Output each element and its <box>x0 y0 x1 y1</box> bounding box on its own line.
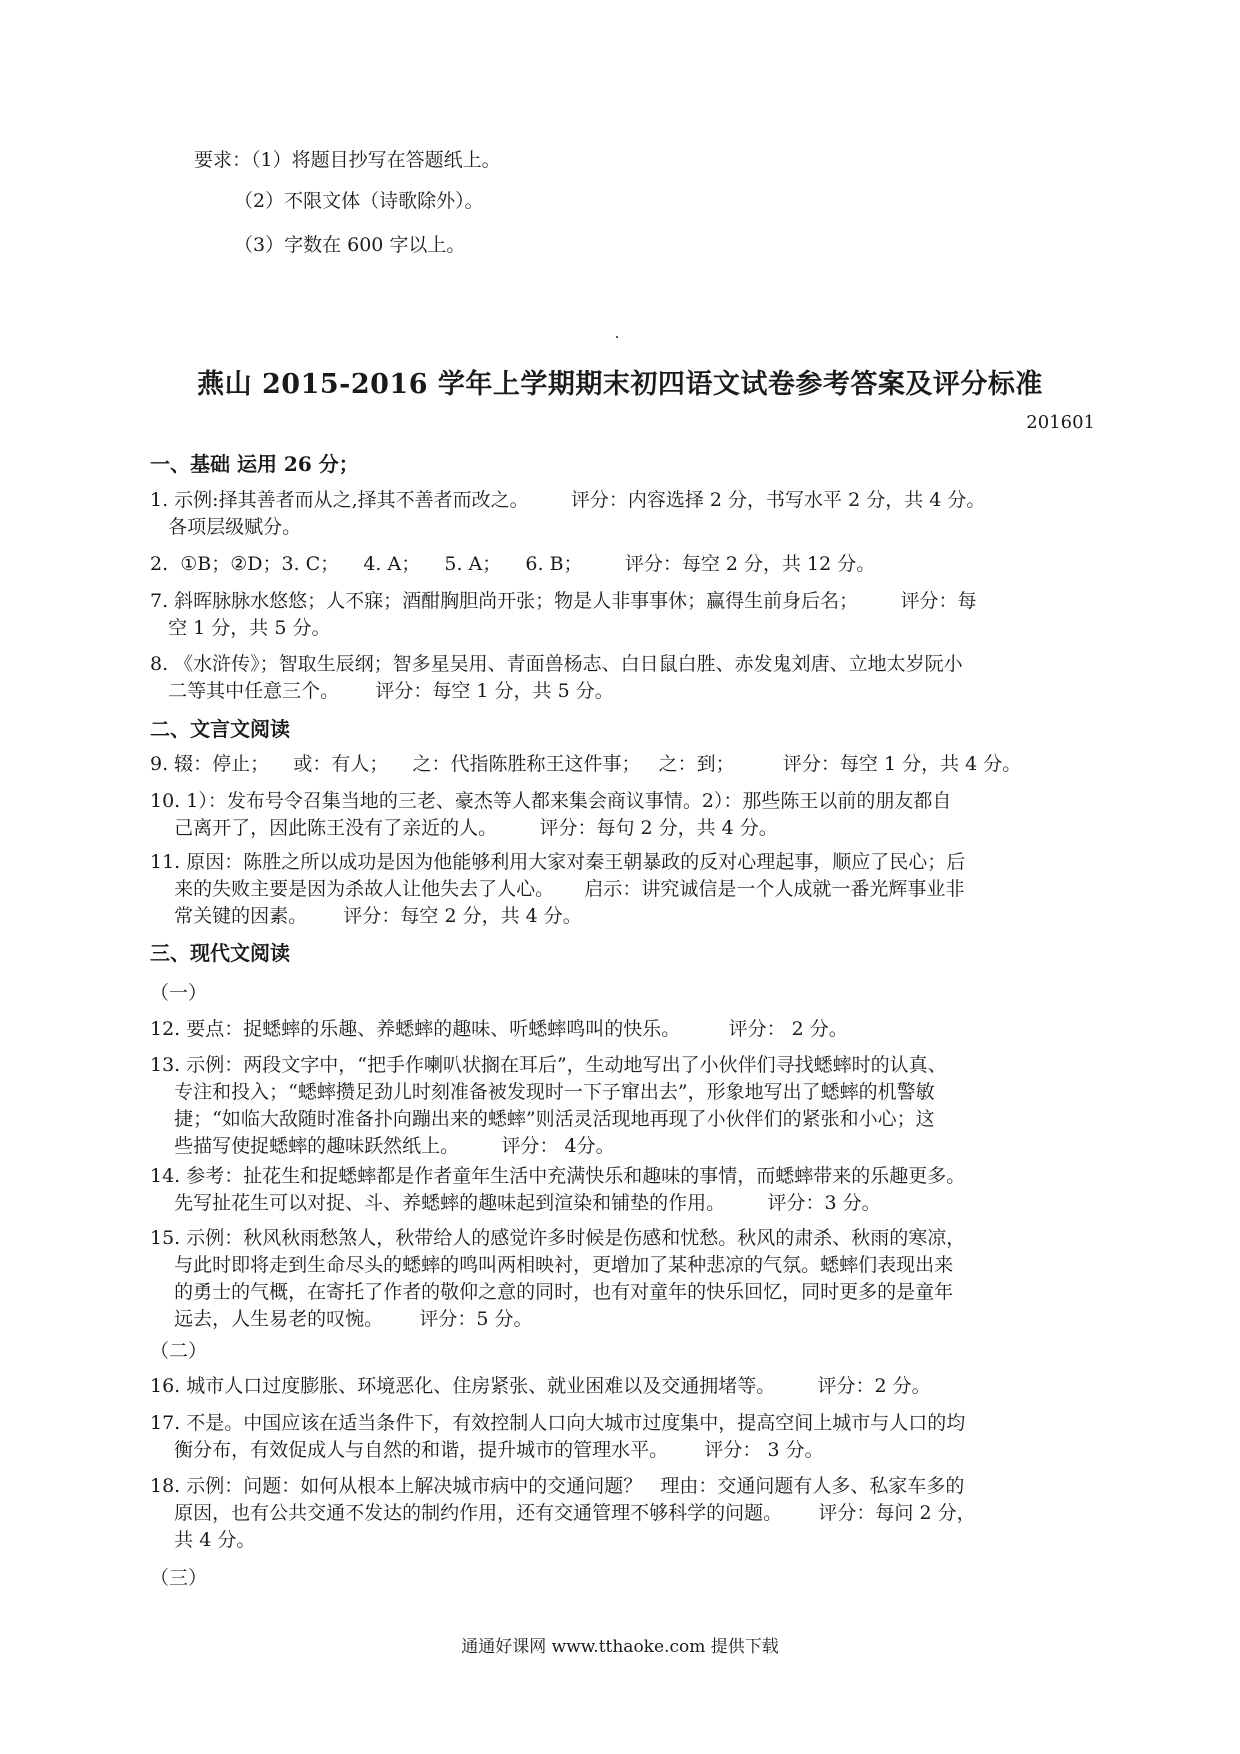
answer-text: 10. 1）：发布号令召集当地的三老、豪杰等人都来集会商议事情。2）：那些陈王以前的朋友都自 己离开了，因此陈王没有了亲近的人。 评分：每句 2 分，共 4 分。 <box>150 790 952 839</box>
requirement-line-3: （3）字数在 600 字以上。 <box>234 234 466 256</box>
section-heading-1: 一、基础 运用 26 分； <box>150 452 359 476</box>
answer-item-14 <box>150 1163 1100 1217</box>
answer-text: 16. 城市人口过度膨胀、环境恶化、住房紧张、就业困难以及交通拥堵等。 评分：2 分。 <box>150 1375 931 1397</box>
answer-text: 8. 《水浒传》；智取生辰纲；智多星吴用、青面兽杨志、白日鼠白胜、赤发鬼刘唐、立地太岁阮小 二等其中任意三个。 评分：每空 1 分，共 5 分。 <box>150 653 963 702</box>
document-title: 燕山 2015-2016 学年上学期期末初四语文试卷参考答案及评分标准 <box>197 369 1043 400</box>
subsection-2: （二） <box>150 1340 208 1362</box>
answer-text: 2. ①B；②D；3. C； 4. A； 5. A； 6. B； 评分：每空 2 分，共 12 分。 <box>150 553 876 575</box>
scan-dot <box>616 336 618 338</box>
answer-item-12 <box>150 1016 1100 1043</box>
answer-item-11 <box>150 849 1100 930</box>
answer-text: 12. 要点：捉蟋蟀的乐趣、养蟋蟀的趣味、听蟋蟀鸣叫的快乐。 评分： 2 分。 <box>150 1018 848 1040</box>
requirement-line-1: 要求：（1）将题目抄写在答题纸上。 <box>194 149 501 171</box>
answer-text: 7. 斜晖脉脉水悠悠；人不寐；酒酣胸胆尚开张；物是人非事事休；赢得生前身后名； 评分：每 空 1 分，共 5 分。 <box>150 590 977 639</box>
answer-text: 17. 不是。中国应该在适当条件下，有效控制人口向大城市过度集中，提高空间上城市与人口的均 衡分布，有效促成人与自然的和谐，提升城市的管理水平。 评分： 3 分。 <box>150 1412 966 1461</box>
section-heading-2: 二、文言文阅读 <box>150 717 290 741</box>
section-heading-3: 三、现代文阅读 <box>150 941 290 965</box>
answer-text: 18. 示例：问题：如何从根本上解决城市病中的交通问题？ 理由：交通问题有人多、私家车多的 原因，也有公共交通不发达的制约作用，还有交通管理不够科学的问题。 评分：每问 2 分， 共 4 分。 <box>150 1475 976 1551</box>
answer-item-18 <box>150 1473 1100 1554</box>
requirement-line-2: （2）不限文体（诗歌除外）。 <box>234 190 484 212</box>
answer-item-7 <box>150 588 1100 642</box>
answer-item-16 <box>150 1373 1100 1400</box>
answer-text: 14. 参考：扯花生和捉蟋蟀都是作者童年生活中充满快乐和趣味的事情，而蟋蟀带来的乐趣更多。 先写扯花生可以对捉、斗、养蟋蟀的趣味起到渲染和铺垫的作用。 评分：3 分。 <box>150 1165 966 1214</box>
answer-item-17 <box>150 1410 1100 1464</box>
answer-item-13 <box>150 1052 1100 1160</box>
answer-text: 9. 辍：停止； 或：有人； 之：代指陈胜称王这件事； 之：到； 评分：每空 1 分，共 4 分。 <box>150 753 1022 775</box>
answer-text: 11. 原因：陈胜之所以成功是因为他能够利用大家对秦王朝暴政的反对心理起事，顺应了民心；后 来的失败主要是因为杀故人让他失去了人心。 启示：讲究诚信是一个人成就一番光辉事业非 常关键的因素。 评分：每空 2 分，共 4 分。 <box>150 851 966 927</box>
footer-source: 通通好课网 www.tthaoke.com 提供下载 <box>461 1637 779 1657</box>
answer-text: 13. 示例：两段文字中，“把手作喇叭状搁在耳后”，生动地写出了小伙伴们寻找蟋蟀时的认真、 专注和投入；“蟋蟀攒足劲儿时刻准备被发现时一下子窜出去”，形象地写出了蟋蟀的机警敏 捷；“如临大敌随时准备扑向蹦出来的蟋蟀”则活灵活现地再现了小伙伴们的紧张和小心；这 些描写使捉蟋蟀的趣味跃然纸上。 评分： 4分。 <box>150 1054 947 1157</box>
answer-item-9 <box>150 751 1100 778</box>
subsection-1: （一） <box>150 982 208 1004</box>
answer-item-15 <box>150 1225 1100 1333</box>
answer-text: 15. 示例：秋风秋雨愁煞人，秋带给人的感觉许多时候是伤感和忧愁。秋风的肃杀、秋雨的寒凉， 与此时即将走到生命尽头的蟋蟀的鸣叫两相映衬，更增加了某种悲凉的气氛。蟋蟀们表现出来 的勇士的气概，在寄托了作者的敬仰之意的同时，也有对童年的快乐回忆，同时更多的是童年 远去，人生易老的叹惋。 评分：5 分。 <box>150 1227 966 1330</box>
answer-item-8 <box>150 651 1100 705</box>
subsection-3: （三） <box>150 1567 208 1589</box>
answer-item-10 <box>150 788 1100 842</box>
answer-text: 1. 示例:择其善者而从之,择其不善者而改之。 评分：内容选择 2 分，书写水平 2 分，共 4 分。 各项层级赋分。 <box>150 489 986 538</box>
answer-item-1 <box>150 487 1100 541</box>
answer-item-2 <box>150 551 1100 578</box>
document-code: 201601 <box>1026 412 1095 433</box>
